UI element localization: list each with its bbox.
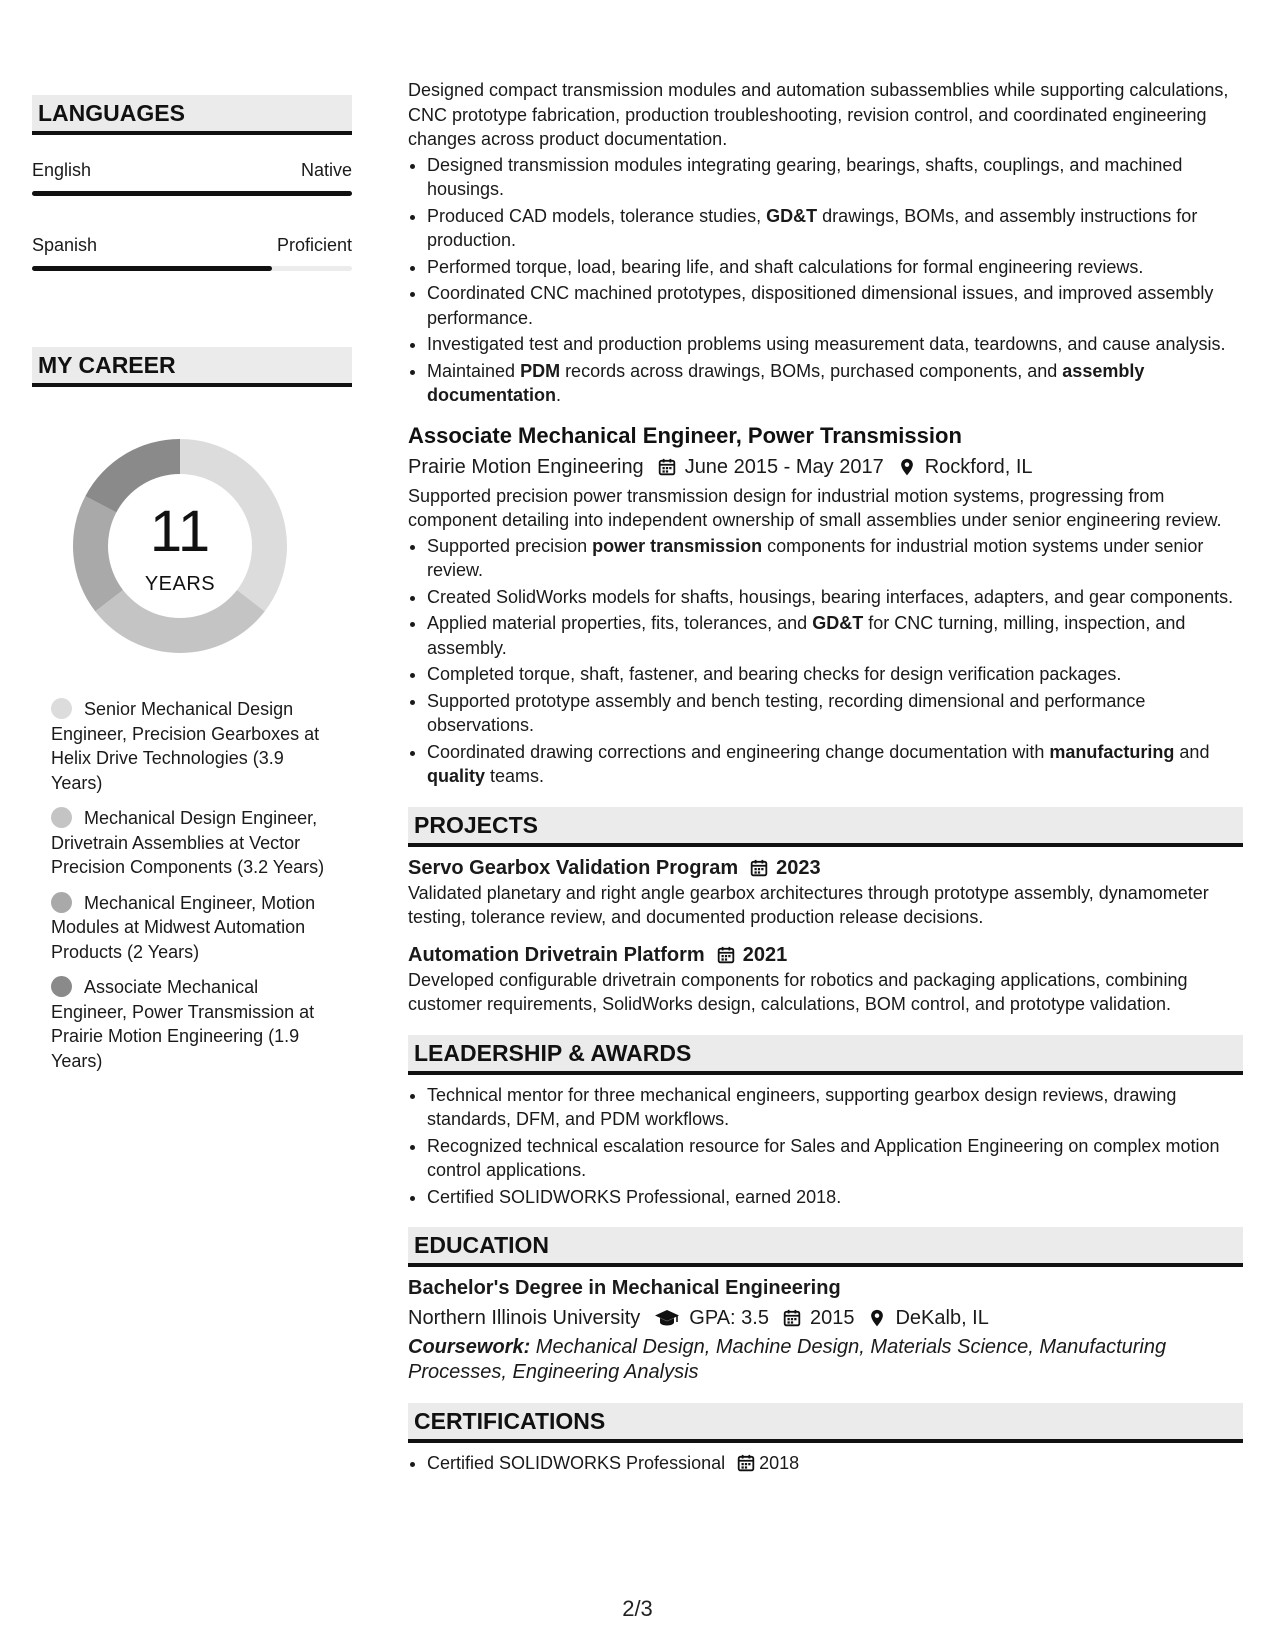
language-level: Native bbox=[300, 160, 352, 180]
job-location: Rockford, IL bbox=[924, 455, 1033, 478]
bullet-item: • Designed transmission modules integrating gearing, bearings, shafts, couplings, and machined housings. bbox=[427, 153, 1243, 202]
career-total-unit: YEARS bbox=[144, 573, 216, 595]
school-name: Northern Illinois University bbox=[408, 1307, 641, 1329]
career-legend-item bbox=[51, 806, 331, 880]
legend-text: Mechanical Engineer, Motion Modules at Midwest Automation Products (2 Years) bbox=[51, 892, 316, 962]
job-title: Associate Mechanical Engineer, Power Transmission bbox=[408, 422, 962, 448]
career-legend-item bbox=[51, 891, 331, 965]
bullet-item: • Investigated test and production problems using measurement data, teardowns, and cause analysis. bbox=[427, 332, 1243, 357]
calendar-icon bbox=[658, 458, 676, 476]
language-row-spanish bbox=[32, 234, 352, 256]
bullet-item: • Supported prototype assembly and bench testing, recording dimensional and performance observations. bbox=[427, 689, 1243, 738]
projects-heading: PROJECTS bbox=[408, 807, 1243, 847]
project-description: Developed configurable drivetrain components for robotics and packaging applications, combining customer requirements, SolidWorks design, calculations, BOM control, and prototype validation. bbox=[408, 969, 1188, 1014]
job-dates: June 2015 - May 2017 bbox=[684, 455, 884, 478]
project-title: Servo Gearbox Validation Program bbox=[408, 856, 739, 879]
school-location: DeKalb, IL bbox=[895, 1307, 989, 1329]
bullet-item: • Performed torque, load, bearing life, and shaft calculations for formal engineering reviews. bbox=[427, 255, 1243, 280]
donut-segment-2 bbox=[95, 590, 264, 653]
job-bullets bbox=[408, 534, 1243, 789]
legend-dot bbox=[51, 698, 72, 719]
language-bar-spanish bbox=[32, 266, 352, 271]
page-number: 2/3 bbox=[622, 1596, 653, 1621]
language-bar-fill bbox=[32, 266, 272, 271]
language-level: Proficient bbox=[276, 235, 352, 255]
bullet-item: • Certified SOLIDWORKS Professional, earned 2018. bbox=[427, 1185, 1243, 1210]
calendar-icon bbox=[750, 859, 768, 877]
project-year: 2023 bbox=[776, 856, 821, 879]
legend-dot bbox=[51, 976, 72, 997]
location-pin-icon bbox=[898, 458, 916, 476]
graduation-cap-icon bbox=[654, 1309, 680, 1327]
coursework: Coursework: Mechanical Design, Machine Design, Materials Science, Manufacturing Processes, Engineering Analysis bbox=[408, 1336, 1167, 1383]
job-company: Prairie Motion Engineering bbox=[408, 455, 644, 478]
right-column bbox=[408, 78, 1243, 1478]
career-heading: MY CAREER bbox=[32, 347, 352, 387]
bullet-item: • Recognized technical escalation resource for Sales and Application Engineering on complex motion control applications. bbox=[427, 1134, 1243, 1183]
gpa: GPA: 3.5 bbox=[689, 1307, 769, 1329]
project-title: Automation Drivetrain Platform bbox=[408, 943, 705, 966]
legend-text: Senior Mechanical Design Engineer, Precision Gearboxes at Helix Drive Technologies (3.9 Years) bbox=[51, 699, 320, 793]
project-title-row bbox=[408, 855, 1243, 881]
bullet-item: • Applied material properties, fits, tolerances, and GD&T for CNC turning, milling, inspection, and assembly. bbox=[427, 611, 1243, 660]
job-summary: Supported precision power transmission design for industrial motion systems, progressing from component detailing into independent ownership of small assemblies under senior engineering review. bbox=[408, 485, 1222, 530]
project-year: 2021 bbox=[742, 943, 788, 966]
prev-job-bullets bbox=[408, 153, 1243, 408]
bullet-item: • Maintained PDM records across drawings, BOMs, purchased components, and assembly documentation. bbox=[427, 359, 1243, 408]
certification-name: • Certified SOLIDWORKS Professional bbox=[427, 1453, 726, 1473]
languages-heading: LANGUAGES bbox=[32, 95, 352, 135]
legend-dot bbox=[51, 892, 72, 913]
legend-dot bbox=[51, 807, 72, 828]
language-bar-english bbox=[32, 191, 352, 196]
education-heading: EDUCATION bbox=[408, 1227, 1243, 1267]
career-legend-item bbox=[51, 975, 331, 1073]
bullet-item: • Technical mentor for three mechanical engineers, supporting gearbox design reviews, drawing standards, DFM, and PDM workflows. bbox=[427, 1083, 1243, 1132]
bullet-item: • Coordinated CNC machined prototypes, dispositioned dimensional issues, and improved assembly performance. bbox=[427, 281, 1243, 330]
graduation-year: 2015 bbox=[809, 1307, 855, 1329]
calendar-icon bbox=[717, 946, 735, 964]
job-meta bbox=[408, 454, 1243, 480]
certifications-heading: CERTIFICATIONS bbox=[408, 1403, 1243, 1443]
calendar-icon bbox=[783, 1309, 801, 1327]
bullet-item: • Completed torque, shaft, fastener, and bearing checks for design verification packages. bbox=[427, 662, 1243, 687]
certifications-list bbox=[408, 1451, 1243, 1476]
bullet-item: • Created SolidWorks models for shafts, housings, bearing interfaces, adapters, and gear components. bbox=[427, 585, 1243, 610]
career-legend-item bbox=[51, 697, 331, 795]
legend-text: Associate Mechanical Engineer, Power Transmission at Prairie Motion Engineering (1.9 Years) bbox=[51, 977, 315, 1071]
certification-year: 2018 bbox=[759, 1453, 800, 1473]
bullet-item: • Produced CAD models, tolerance studies, GD&T drawings, BOMs, and assembly instructions for production. bbox=[427, 204, 1243, 253]
language-name: Spanish bbox=[32, 235, 98, 255]
legend-text: Mechanical Design Engineer, Drivetrain Assemblies at Vector Precision Components (3.2 Years) bbox=[51, 808, 325, 877]
leadership-heading: LEADERSHIP & AWARDS bbox=[408, 1035, 1243, 1075]
prev-job-summary: Designed compact transmission modules and automation subassemblies while supporting calculations, CNC prototype fabrication, production troubleshooting, revision control, and coordinated engineering changes across product documentation. bbox=[408, 80, 1229, 149]
language-name: English bbox=[32, 160, 92, 180]
calendar-icon bbox=[737, 1454, 755, 1472]
language-row-english bbox=[32, 159, 352, 181]
bullet-item: • Coordinated drawing corrections and engineering change documentation with manufacturing and quality teams. bbox=[427, 740, 1243, 789]
project-description: Validated planetary and right angle gearbox architectures through prototype assembly, dynamometer testing, tolerance review, and documented production release decisions. bbox=[408, 882, 1209, 927]
bullet-item: • Supported precision power transmission components for industrial motion systems under senior review. bbox=[427, 534, 1243, 583]
career-total-number: 11 bbox=[149, 499, 211, 564]
career-legend bbox=[51, 697, 331, 1073]
project-title-row bbox=[408, 942, 1243, 968]
location-pin-icon bbox=[868, 1309, 886, 1327]
certification-item bbox=[427, 1451, 1243, 1476]
education-meta bbox=[408, 1305, 1243, 1331]
leadership-list bbox=[408, 1083, 1243, 1210]
language-bar-fill bbox=[32, 191, 352, 196]
degree-title: Bachelor's Degree in Mechanical Engineering bbox=[408, 1277, 841, 1299]
career-donut-chart bbox=[65, 431, 295, 661]
left-column bbox=[32, 95, 352, 1084]
